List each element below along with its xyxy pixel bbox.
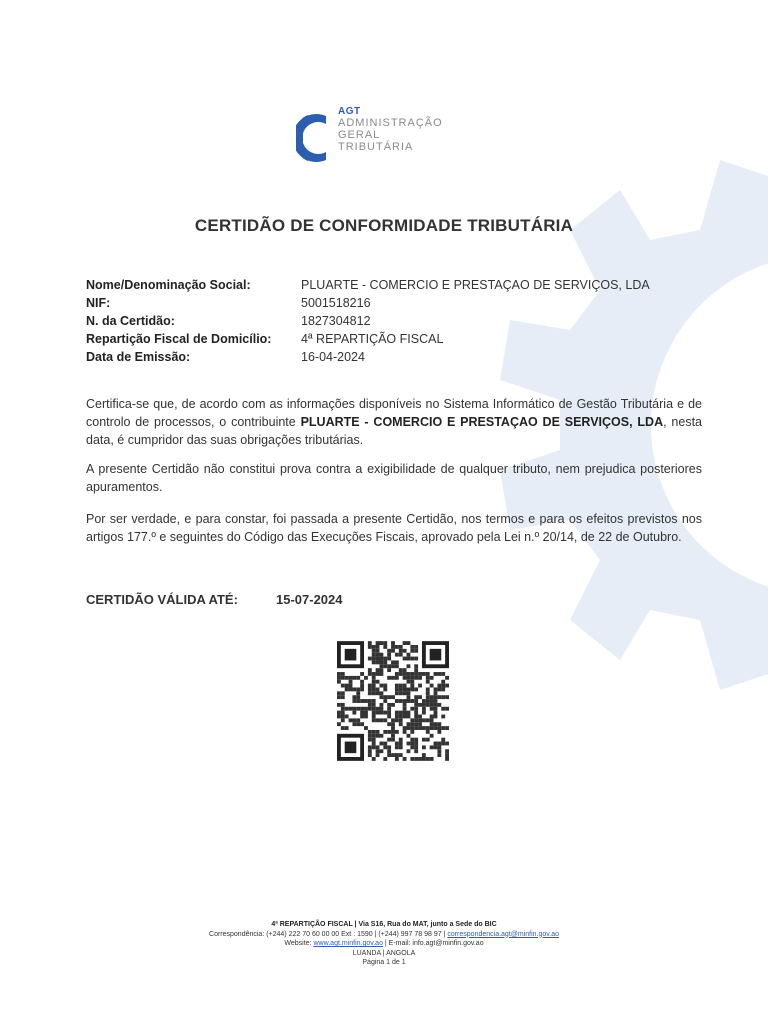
footer-phone-line — [0, 930, 768, 940]
info-label: Data de Emissão: — [86, 350, 191, 364]
info-row-issue-date — [86, 348, 650, 366]
disclaimer-paragraph: A presente Certidão não constitui prova contra a exigibilidade de qualquer tributo, nem prejudica posteriores apuramentos. — [86, 462, 702, 494]
info-row-certificate-number — [86, 312, 650, 330]
legal-basis-paragraph: Por ser verdade, e para constar, foi passada a presente Certidão, nos termos e para os efeitos previstos nos artigos 177.º e seguintes do Código das Execuções Fiscais, aprovado pela Lei n.º 20/14, de 22 de Outubro. — [86, 512, 702, 544]
footer — [0, 920, 768, 968]
taxpayer-name: PLUARTE - COMERCIO E PRESTAÇAO DE SERVIÇOS, LDA — [300, 415, 664, 429]
info-label: NIF: — [86, 296, 111, 310]
logo-line-3: TRIBUTÁRIA — [338, 141, 414, 153]
info-label: N. da Certidão: — [86, 314, 175, 328]
footer-email: | E-mail: info.agt@minfin.gov.ao — [382, 940, 484, 947]
qr-code — [337, 640, 449, 762]
footer-page-number: Página 1 de 1 — [362, 959, 406, 966]
validity-date: 15-07-2024 — [276, 592, 343, 607]
footer-city: LUANDA | ANGOLA — [352, 949, 416, 957]
info-value: 1827304812 — [301, 314, 371, 328]
info-row-nif — [86, 294, 650, 312]
paragraph-text: Certifica-se que, de acordo com as informações disponíveis no Sistema Informático de Gestão Tributária e de controlo de processos, o contribuinte — [86, 397, 702, 429]
info-value: 5001518216 — [301, 296, 371, 310]
validity-line — [86, 592, 343, 607]
agt-gear-icon — [296, 110, 336, 166]
footer-website-label: Website: — [284, 940, 314, 947]
footer-web-line — [0, 939, 768, 949]
info-row-name — [86, 276, 650, 294]
info-value: 4ª REPARTIÇÃO FISCAL — [301, 332, 444, 346]
certificate-info — [86, 276, 650, 366]
logo-abbr: AGT — [338, 106, 361, 117]
info-row-tax-office — [86, 330, 650, 348]
footer-office: 4ª REPARTIÇÃO FISCAL — [271, 921, 353, 928]
info-value: PLUARTE - COMERCIO E PRESTAÇAO DE SERVIÇOS, LDA — [301, 278, 650, 292]
footer-address-line — [0, 920, 768, 930]
footer-correspondence-email-link[interactable]: correspondencia.agt@minfin.gov.ao — [447, 930, 559, 938]
logo-line-1: ADMINISTRAÇÃO — [338, 117, 443, 129]
info-value: 16-04-2024 — [301, 350, 365, 364]
certification-paragraph — [86, 395, 702, 449]
validity-label: CERTIDÃO VÁLIDA ATÉ: — [86, 592, 238, 607]
paragraph-text: , nesta data, é cumpridor das suas obrigações tributárias. — [86, 415, 702, 447]
document-title: CERTIDÃO DE CONFORMIDADE TRIBUTÁRIA — [194, 216, 574, 235]
logo-line-2: GERAL — [338, 129, 381, 141]
footer-phone: Correspondência: (+244) 222 70 60 00 00 Ext : 1590 | (+244) 997 78 98 97 | — [209, 930, 448, 938]
footer-website-link[interactable]: www.agt.minfin.gov.ao — [313, 940, 383, 947]
info-label: Repartição Fiscal de Domicílio: — [86, 332, 272, 346]
info-label: Nome/Denominação Social: — [86, 278, 251, 292]
footer-address: | Via S16, Rua do MAT, junto a Sede do BIC — [352, 921, 497, 928]
agt-logo — [296, 106, 466, 172]
